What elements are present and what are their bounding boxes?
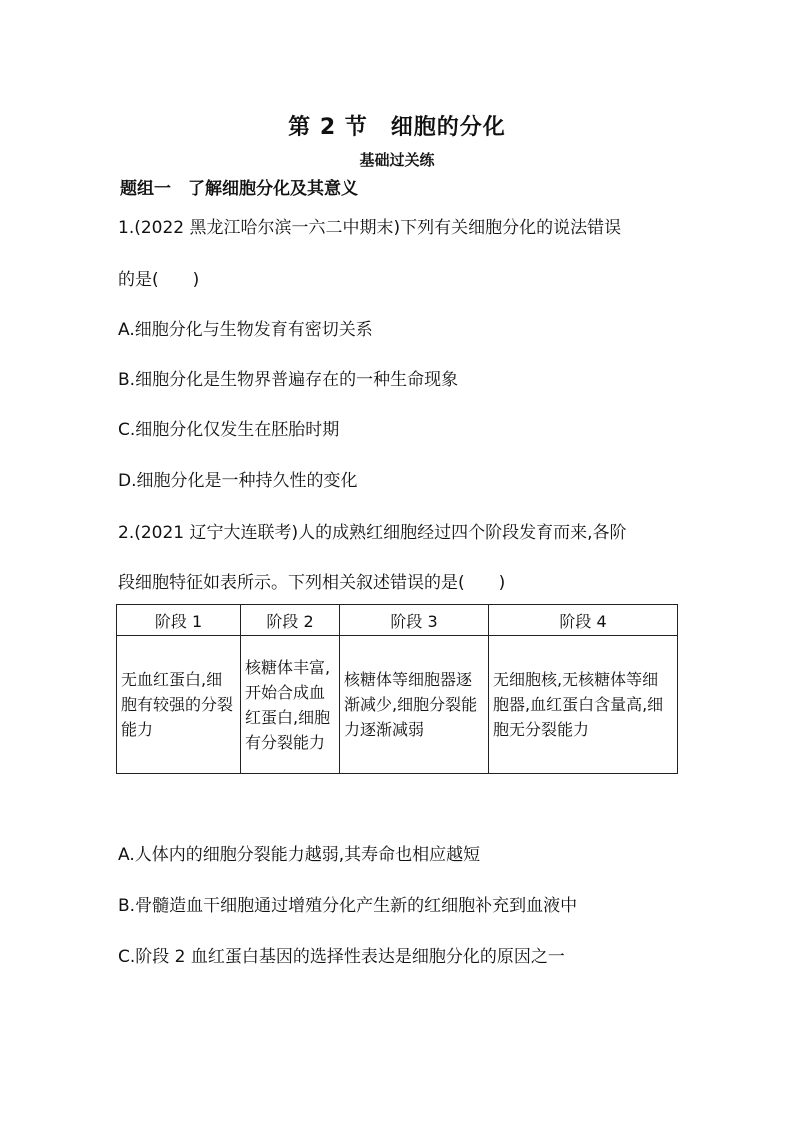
cell-stage-2-text: 核糖体丰富,开始合成血红蛋白,细胞有分裂能力 <box>245 657 331 752</box>
subsection-title: 基础过关练 <box>359 151 435 169</box>
q2-option-a: A.人体内的细胞分裂能力越弱,其寿命也相应越短 <box>118 845 481 865</box>
cell-stage-1-text: 无血红蛋白,细胞有较强的分裂能力 <box>121 670 234 739</box>
question-2-stem: 2.(2021 辽宁大连联考)人的成熟红细胞经过四个阶段发育而来,各阶 <box>118 523 627 543</box>
question-1-stem-continued: 的是( ) <box>118 270 200 290</box>
cell-stage-4-text: 无细胞核,无核糖体等细胞器,血红蛋白含量高,细胞无分裂能力 <box>493 670 664 739</box>
table-header-row <box>117 605 678 636</box>
cell-stage-2 <box>241 636 340 774</box>
header-stage-3: 阶段 3 <box>340 605 489 636</box>
cell-stage-1 <box>117 636 241 774</box>
q1-option-b: B.细胞分化是生物界普遍存在的一种生命现象 <box>118 370 459 390</box>
q1-option-a: A.细胞分化与生物发育有密切关系 <box>118 320 373 340</box>
cell-stage-3-text: 核糖体等细胞器逐渐减少,细胞分裂能力逐渐减弱 <box>344 670 478 739</box>
header-stage-2: 阶段 2 <box>241 605 340 636</box>
q1-option-d: D.细胞分化是一种持久性的变化 <box>118 471 358 491</box>
q2-option-b: B.骨髓造血干细胞通过增殖分化产生新的红细胞补充到血液中 <box>118 896 578 916</box>
table-row <box>117 636 678 774</box>
question-1-stem: 1.(2022 黑龙江哈尔滨一六二中期末)下列有关细胞分化的说法错误 <box>118 218 622 238</box>
group-heading: 题组一 了解细胞分化及其意义 <box>120 179 358 199</box>
question-2-stem-continued: 段细胞特征如表所示。下列相关叙述错误的是( ) <box>118 573 506 593</box>
cell-stage-4 <box>489 636 678 774</box>
cell-stage-3 <box>340 636 489 774</box>
stage-table <box>116 604 678 774</box>
header-stage-4: 阶段 4 <box>489 605 678 636</box>
q2-option-c: C.阶段 2 血红蛋白基因的选择性表达是细胞分化的原因之一 <box>118 947 565 967</box>
q1-option-c: C.细胞分化仅发生在胚胎时期 <box>118 420 340 440</box>
section-title: 第 2 节 细胞的分化 <box>288 115 506 140</box>
header-stage-1: 阶段 1 <box>117 605 241 636</box>
